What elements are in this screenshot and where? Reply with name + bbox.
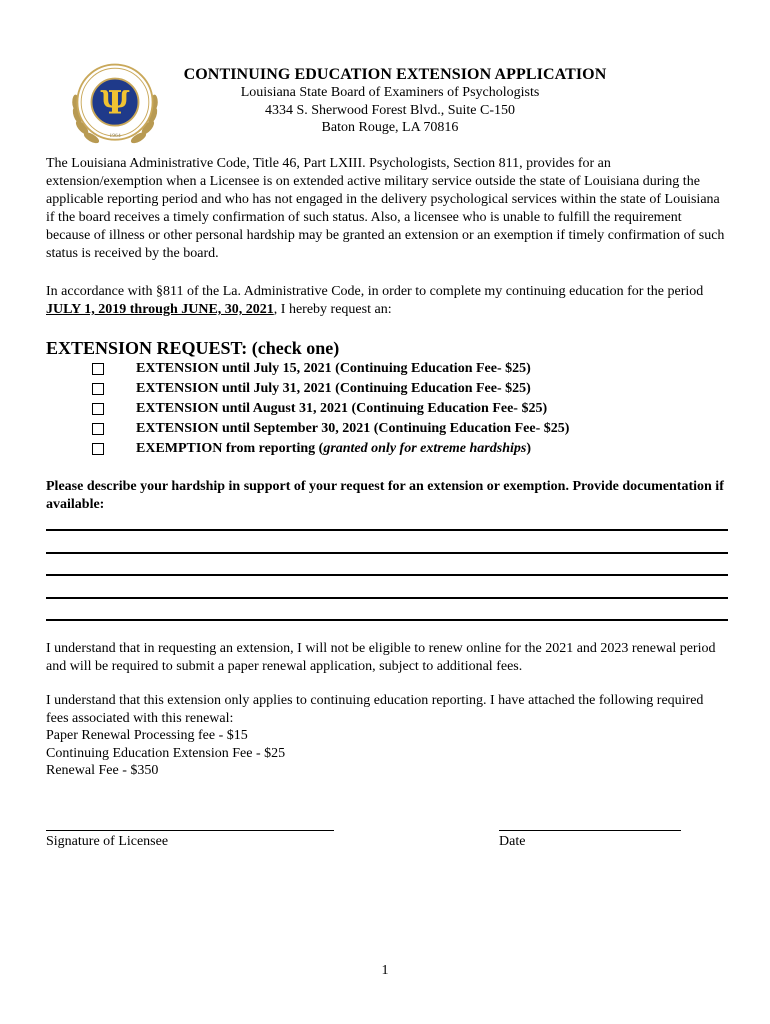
checkbox[interactable] [92,363,104,375]
document-title: CONTINUING EDUCATION EXTENSION APPLICATION [183,66,607,83]
option-exemption[interactable] [92,441,531,457]
option-label [136,441,531,457]
fee-renewal: Renewal Fee - $350 [46,763,159,778]
option-september-30[interactable] [92,421,569,437]
online-renewal-notice: I understand that in requesting an extension, I will not be eligible to renew online for the 2021 and 2023 renewal period and will be required to submit a paper renewal application, subject to additional fees. [46,641,716,674]
psi-symbol: Ψ [100,83,130,122]
fee-paper-renewal: Paper Renewal Processing fee - $15 [46,728,248,743]
date-line[interactable] [499,830,681,831]
request-text-before: In accordance with §811 of the La. Administrative Code, in order to complete my continuing education for the period [46,284,704,299]
intro-paragraph: The Louisiana Administrative Code, Title 46, Part LXIII. Psychologists, Section 811, provides for an extension/exemption when a Licensee is on extended active military service outside the state of Louisiana during the applicable reporting period and who has not engaged in the delivery psychological services within the state of Louisiana if the board receives a timely confirmation of such status. Also, a licensee who is unable to fulfill the requirement because of illness or other personal hardship may be granted an extension or an exemption if timely confirmation of such status is received by the board. [46,156,725,261]
option-july-15[interactable] [92,361,531,377]
hardship-line-3[interactable] [46,574,728,576]
checkbox[interactable] [92,443,104,455]
board-seal-logo [68,57,162,151]
option-label: EXTENSION until July 31, 2021 (Continuing Education Fee- $25) [136,381,531,396]
extension-request-heading: EXTENSION REQUEST: (check one) [46,338,340,358]
fees-notice-text: I understand that this extension only applies to continuing education reporting. I have attached the following required fees associated with this renewal: [46,693,704,726]
hardship-line-5[interactable] [46,619,728,621]
reporting-period: JULY 1, 2019 through JUNE, 30, 2021 [46,302,274,317]
exemption-label-close: ) [526,441,531,456]
signature-label: Signature of Licensee [46,834,169,849]
option-label: EXTENSION until August 31, 2021 (Continuing Education Fee- $25) [136,401,548,416]
board-name: Louisiana State Board of Examiners of Psychologists [240,85,540,100]
request-paragraph [46,283,726,319]
page-number: 1 [381,963,389,978]
signature-line[interactable] [46,830,334,831]
request-text-after: , I hereby request an: [273,302,392,317]
seal-year: 1964 [109,132,121,139]
fees-notice [46,692,726,780]
checkbox[interactable] [92,383,104,395]
document-header [150,66,630,137]
option-august-31[interactable] [92,401,547,417]
option-label: EXTENSION until September 30, 2021 (Continuing Education Fee- $25) [136,421,570,436]
hardship-line-4[interactable] [46,597,728,599]
fee-ce-extension: Continuing Education Extension Fee - $25 [46,745,286,761]
checkbox[interactable] [92,403,104,415]
option-july-31[interactable] [92,381,531,397]
exemption-label-text: EXEMPTION from reporting ( [136,441,324,456]
hardship-line-2[interactable] [46,552,728,554]
hardship-line-1[interactable] [46,529,728,531]
exemption-note: granted only for extreme hardships [323,441,527,456]
date-label: Date [499,834,526,849]
hardship-prompt: Please describe your hardship in support of your request for an extension or exemption. Provide documentation if available: [46,479,724,512]
checkbox[interactable] [92,423,104,435]
board-address-line1: 4334 S. Sherwood Forest Blvd., Suite C-150 [264,102,516,118]
option-label: EXTENSION until July 15, 2021 (Continuing Education Fee- $25) [136,361,531,376]
board-address-line2: Baton Rouge, LA 70816 [321,120,459,135]
